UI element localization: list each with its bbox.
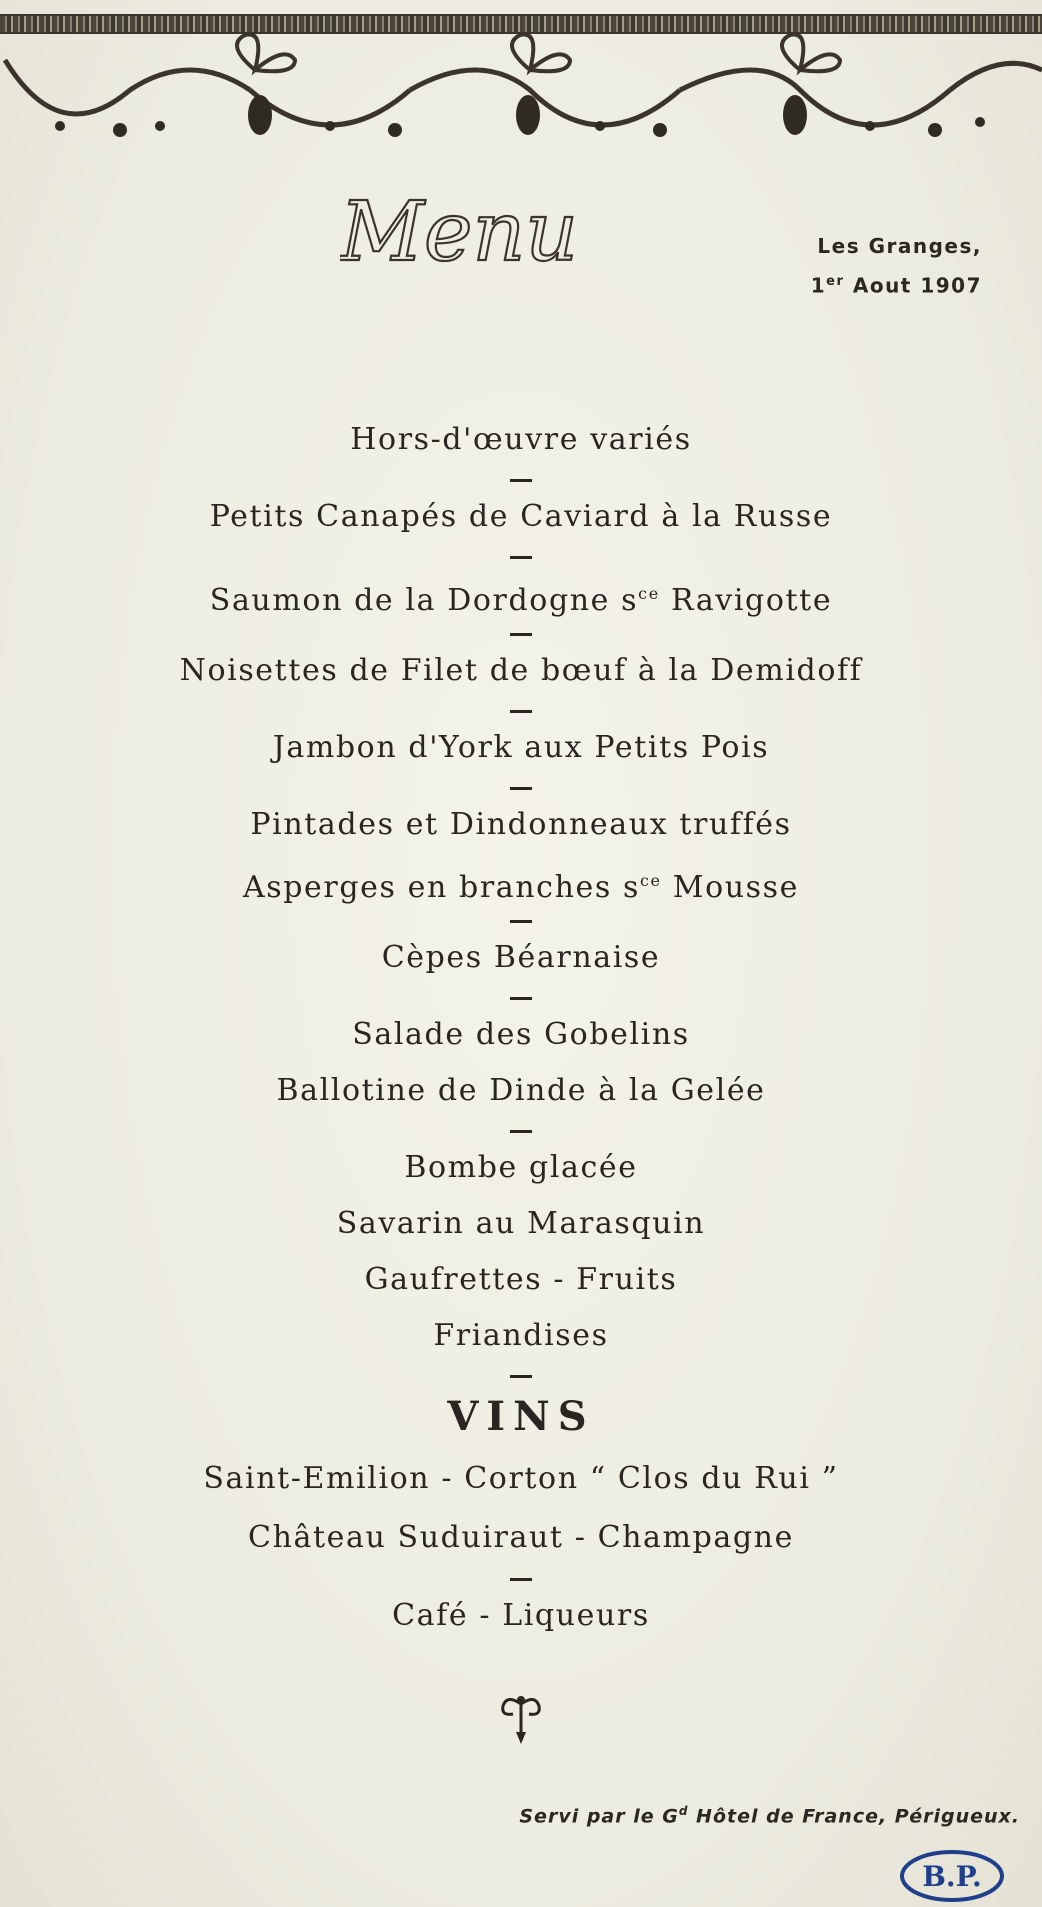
- course-item: Saumon de la Dordogne $s^{ce}$ Ravigotte: [209, 583, 833, 618]
- separator: [0, 1567, 1042, 1588]
- place-and-date: [811, 228, 982, 304]
- course-item: Jambon d'York aux Petits Pois: [272, 730, 770, 765]
- menu-title: [340, 180, 670, 300]
- wine-item: Saint-Emilion - Corton “ Clos du Rui ”: [203, 1461, 839, 1496]
- event-date: 1er Aout 1907: [810, 273, 982, 298]
- course-item: Gaufrettes - Fruits: [364, 1262, 678, 1297]
- course-item: Salade des Gobelins: [352, 1017, 690, 1052]
- course-item: Petits Canapés de Caviard à la Russe: [209, 499, 833, 534]
- separator: [0, 776, 1042, 797]
- wines-heading: VINS: [447, 1393, 595, 1440]
- separator: [0, 1364, 1042, 1385]
- svg-text:Menu: Menu: [340, 185, 579, 280]
- course-item: Pintades et Dindonneaux truffés: [250, 807, 792, 842]
- course-item: Bombe glacée: [404, 1150, 638, 1185]
- separator: [0, 1119, 1042, 1140]
- separator: [0, 468, 1042, 489]
- wine-item: Château Suduiraut - Champagne: [248, 1520, 794, 1555]
- course-item: Friandises: [433, 1318, 609, 1353]
- separator: [0, 986, 1042, 1007]
- separator: [0, 909, 1042, 930]
- library-stamp: [898, 1848, 1006, 1904]
- separator: [0, 545, 1042, 566]
- course-list: [0, 412, 1042, 1644]
- course-item: Hors-d'œuvre variés: [350, 422, 692, 457]
- course-item: Asperges en branches $s^{ce}$ Mousse: [242, 870, 800, 905]
- course-item: Ballotine de Dinde à la Gelée: [276, 1073, 766, 1108]
- svg-text:B.P.: B.P.: [922, 1860, 982, 1893]
- final-item: Café - Liqueurs: [392, 1598, 650, 1633]
- course-item: Noisettes de Filet de bœuf à la Demidoff: [179, 653, 863, 688]
- separator: [0, 699, 1042, 720]
- course-item: Savarin au Marasquin: [336, 1206, 706, 1241]
- garland-ornament: [0, 30, 1042, 160]
- fleuron-ornament: [498, 1692, 544, 1748]
- footer-credit: Servi par le $G^d$ Hôtel de France, Périgueux.: [519, 1804, 1020, 1828]
- course-item: Cèpes Béarnaise: [381, 940, 661, 975]
- place-name: Les Granges,: [817, 234, 982, 258]
- separator: [0, 622, 1042, 643]
